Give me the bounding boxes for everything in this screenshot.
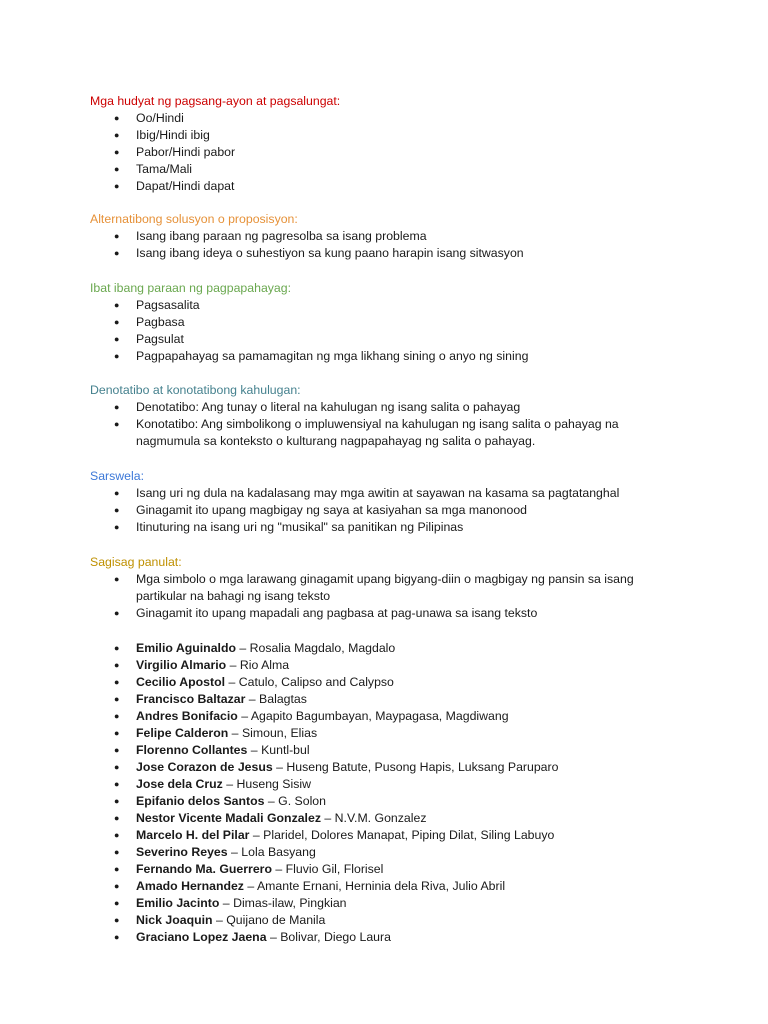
- pen-name-aliases: Bolivar, Diego Laura: [280, 930, 391, 944]
- list-item: ● Dapat/Hindi dapat: [114, 179, 235, 193]
- bullet-icon: ●: [114, 779, 120, 789]
- bullet-icon: ●: [114, 130, 120, 140]
- section-sarswela: [90, 467, 670, 536]
- pen-name-aliases: N.V.M. Gonzalez: [334, 811, 427, 825]
- bullet-icon: ●: [114, 711, 120, 721]
- bullet-icon: ●: [114, 300, 120, 310]
- bullet-icon: ●: [114, 181, 120, 191]
- separator: –: [271, 862, 286, 876]
- section-alternative-solutions: [90, 210, 670, 262]
- bullet-icon: ●: [114, 643, 120, 653]
- list-item: ● Tama/Mali: [114, 162, 193, 176]
- bullet-icon: ●: [114, 248, 120, 258]
- pen-name-row: [90, 657, 650, 674]
- separator: –: [249, 828, 264, 842]
- pen-name-aliases: Rosalia Magdalo, Magdalo: [249, 641, 396, 655]
- bullet-list: [90, 571, 670, 622]
- author-name: Francisco Baltazar: [136, 692, 246, 706]
- list-item: ● Isang ibang paraan ng pagresolba sa isang problema: [114, 229, 427, 243]
- bullet-icon: ●: [114, 847, 120, 857]
- pen-name-aliases: Dimas-ilaw, Pingkian: [233, 896, 347, 910]
- bullet-icon: ●: [114, 796, 120, 806]
- list-item: ● Pagbasa: [114, 315, 185, 329]
- pen-name-row: [90, 844, 650, 861]
- section-heading: Denotatibo at konotatibong kahulugan:: [90, 383, 301, 397]
- pen-name-row: [90, 725, 650, 742]
- list-item: ● Konotatibo: Ang simbolikong o impluwensiyal na kahulugan ng isang salita o pahayag na nagmumula sa konteksto o kulturang nagpapahayag ng salita o pahayag.: [114, 417, 619, 448]
- pen-name-row: [90, 827, 650, 844]
- bullet-icon: ●: [114, 574, 120, 584]
- pen-name-row: [90, 912, 650, 929]
- bullet-icon: ●: [114, 762, 120, 772]
- bullet-icon: ●: [114, 488, 120, 498]
- bullet-icon: ●: [114, 881, 120, 891]
- bullet-icon: ●: [114, 813, 120, 823]
- section-heading: Ibat ibang paraan ng pagpapahayag:: [90, 281, 292, 295]
- bullet-icon: ●: [114, 334, 120, 344]
- pen-name-row: [90, 759, 650, 776]
- section-expression-methods: [90, 279, 670, 365]
- pen-name-row: [90, 776, 650, 793]
- separator: –: [225, 675, 239, 689]
- list-item: ● Pagsasalita: [114, 298, 200, 312]
- separator: –: [226, 658, 240, 672]
- separator: –: [320, 811, 335, 825]
- pen-name-row: [90, 895, 650, 912]
- list-item: ● Oo/Hindi: [114, 111, 184, 125]
- bullet-icon: ●: [114, 864, 120, 874]
- author-name: Felipe Calderon: [136, 726, 229, 740]
- pen-names-list: [90, 640, 650, 946]
- bullet-icon: ●: [114, 745, 120, 755]
- pen-name-row: [90, 691, 650, 708]
- bullet-list: [90, 399, 670, 450]
- pen-name-aliases: Amante Ernani, Herninia dela Riva, Julio Abril: [256, 879, 506, 893]
- bullet-icon: ●: [114, 660, 120, 670]
- pen-name-row: [90, 810, 650, 827]
- list-item: ● Itinuturing na isang uri ng "musikal" sa panitikan ng Pilipinas: [114, 520, 464, 534]
- pen-name-row: [90, 674, 650, 691]
- list-item: ● Pagpapahayag sa pamamagitan ng mga likhang sining o anyo ng sining: [114, 349, 529, 363]
- list-item: ● Denotatibo: Ang tunay o literal na kahulugan ng isang salita o pahayag: [114, 400, 521, 414]
- separator: –: [219, 896, 234, 910]
- author-name: Graciano Lopez Jaena: [136, 930, 267, 944]
- separator: –: [264, 794, 279, 808]
- pen-name-aliases: Huseng Batute, Pusong Hapis, Luksang Paruparo: [286, 760, 559, 774]
- bullet-list: [90, 297, 670, 365]
- separator: –: [222, 777, 237, 791]
- section-agreement-markers: [90, 92, 670, 195]
- author-name: Florenno Collantes: [136, 743, 248, 757]
- pen-name-row: [90, 861, 650, 878]
- bullet-list: [90, 228, 670, 262]
- pen-name-row: [90, 708, 650, 725]
- pen-name-aliases: G. Solon: [278, 794, 326, 808]
- author-name: Emilio Jacinto: [136, 896, 220, 910]
- pen-name-aliases: Plaridel, Dolores Manapat, Piping Dilat, Siling Labuyo: [263, 828, 555, 842]
- bullet-icon: ●: [114, 932, 120, 942]
- bullet-icon: ●: [114, 728, 120, 738]
- bullet-list: [90, 110, 670, 195]
- pen-name-row: [90, 742, 650, 759]
- author-name: Andres Bonifacio: [136, 709, 238, 723]
- author-name: Fernando Ma. Guerrero: [136, 862, 272, 876]
- list-item: ● Pabor/Hindi pabor: [114, 145, 236, 159]
- pen-name-aliases: Catulo, Calipso and Calypso: [238, 675, 394, 689]
- section-denotative-connotative: [90, 381, 670, 450]
- pen-name-row: [90, 929, 650, 946]
- bullet-icon: ●: [114, 898, 120, 908]
- bullet-icon: ●: [114, 419, 120, 429]
- bullet-list: [90, 485, 670, 536]
- section-pen-name: [90, 553, 670, 622]
- separator: –: [227, 845, 242, 859]
- bullet-icon: ●: [114, 402, 120, 412]
- bullet-icon: ●: [114, 830, 120, 840]
- pen-name-aliases: Rio Alma: [239, 658, 290, 672]
- separator: –: [266, 930, 281, 944]
- bullet-icon: ●: [114, 231, 120, 241]
- pen-name-aliases: Balagtas: [259, 692, 307, 706]
- pen-name-aliases: Quijano de Manila: [226, 913, 326, 927]
- author-name: Emilio Aguinaldo: [136, 641, 236, 655]
- list-item: ● Ibig/Hindi ibig: [114, 128, 210, 142]
- list-item: ● Mga simbolo o mga larawang ginagamit upang bigyang-diin o magbigay ng pansin sa isang partikular na bahagi ng isang teksto: [114, 572, 634, 603]
- bullet-icon: ●: [114, 113, 120, 123]
- pen-name-aliases: Simoun, Elias: [241, 726, 318, 740]
- section-heading: Sarswela:: [90, 469, 144, 483]
- pen-name-row: [90, 878, 650, 895]
- separator: –: [228, 726, 242, 740]
- separator: –: [245, 692, 260, 706]
- section-heading: Alternatibong solusyon o proposisyon:: [90, 212, 298, 226]
- bullet-icon: ●: [114, 694, 120, 704]
- list-item: ● Isang ibang ideya o suhestiyon sa kung paano harapin isang sitwasyon: [114, 246, 524, 260]
- section-heading: Mga hudyat ng pagsang-ayon at pagsalungat:: [90, 94, 341, 108]
- separator: –: [272, 760, 287, 774]
- section-heading: Sagisag panulat:: [90, 555, 182, 569]
- author-name: Marcelo H. del Pilar: [136, 828, 250, 842]
- author-name: Amado Hernandez: [136, 879, 244, 893]
- list-item: ● Pagsulat: [114, 332, 184, 346]
- list-item: ● Ginagamit ito upang magbigay ng saya at kasiyahan sa mga manonood: [114, 503, 528, 517]
- pen-name-aliases: Lola Basyang: [241, 845, 316, 859]
- bullet-icon: ●: [114, 505, 120, 515]
- list-item: ● Isang uri ng dula na kadalasang may mga awitin at sayawan na kasama sa pagtatanghal: [114, 486, 620, 500]
- bullet-icon: ●: [114, 677, 120, 687]
- bullet-icon: ●: [114, 351, 120, 361]
- author-name: Jose dela Cruz: [136, 777, 223, 791]
- pen-name-row: [90, 793, 650, 810]
- author-name: Cecilio Apostol: [136, 675, 226, 689]
- author-name: Nestor Vicente Madali Gonzalez: [136, 811, 321, 825]
- bullet-icon: ●: [114, 317, 120, 327]
- author-name: Severino Reyes: [136, 845, 228, 859]
- pen-name-aliases: Agapito Bagumbayan, Maypagasa, Magdiwang: [250, 709, 509, 723]
- bullet-icon: ●: [114, 608, 120, 618]
- separator: –: [212, 913, 227, 927]
- separator: –: [235, 641, 250, 655]
- separator: –: [243, 879, 257, 893]
- author-name: Jose Corazon de Jesus: [136, 760, 273, 774]
- separator: –: [247, 743, 262, 757]
- bullet-icon: ●: [114, 522, 120, 532]
- bullet-icon: ●: [114, 164, 120, 174]
- bullet-icon: ●: [114, 147, 120, 157]
- pen-name-aliases: Fluvio Gil, Florisel: [285, 862, 384, 876]
- author-name: Nick Joaquin: [136, 913, 213, 927]
- bullet-icon: ●: [114, 915, 120, 925]
- pen-name-aliases: Huseng Sisiw: [236, 777, 311, 791]
- separator: –: [237, 709, 251, 723]
- pen-name-row: [90, 640, 650, 657]
- author-name: Virgilio Almario: [136, 658, 227, 672]
- pen-name-aliases: Kuntl-bul: [261, 743, 310, 757]
- list-item: ● Ginagamit ito upang mapadali ang pagbasa at pag-unawa sa isang teksto: [114, 606, 538, 620]
- author-name: Epifanio delos Santos: [136, 794, 265, 808]
